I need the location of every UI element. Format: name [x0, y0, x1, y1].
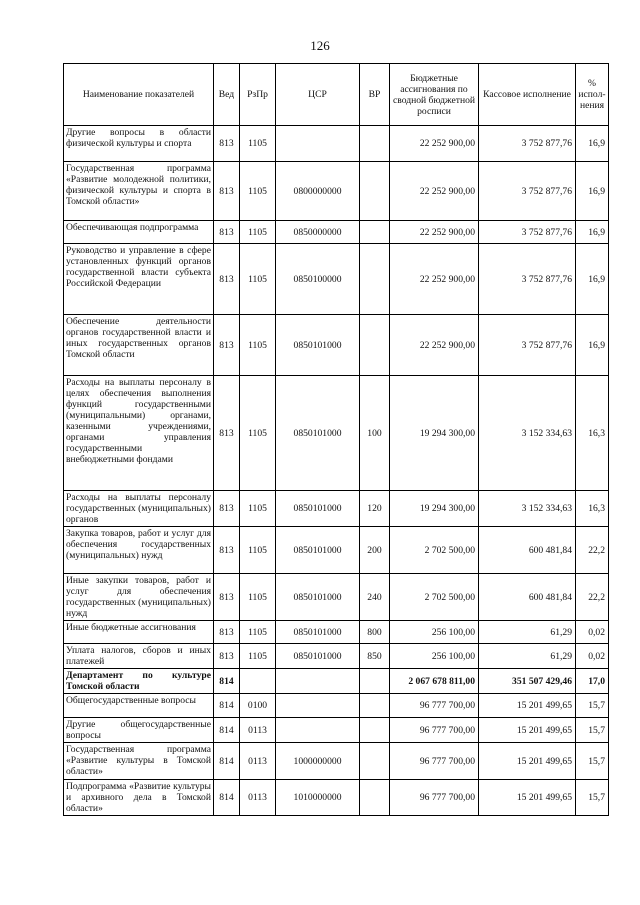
cell-cash: 3 752 877,76: [479, 221, 576, 244]
cell-pct: 16,9: [576, 126, 609, 162]
cell-budget: 22 252 900,00: [390, 244, 479, 315]
cell-budget: 2 702 500,00: [390, 574, 479, 621]
cell-vr: 800: [360, 621, 390, 644]
cell-name: Общегосударственные вопросы: [64, 694, 214, 718]
cell-cash: 3 152 334,63: [479, 376, 576, 491]
cell-pct: 15,7: [576, 743, 609, 780]
cell-budget: 19 294 300,00: [390, 491, 479, 527]
cell-budget: 256 100,00: [390, 621, 479, 644]
cell-budget: 22 252 900,00: [390, 315, 479, 376]
table-row: [64, 694, 609, 718]
cell-ved: 813: [214, 315, 240, 376]
cell-csr: [276, 669, 360, 694]
cell-cash: 3 752 877,76: [479, 162, 576, 221]
cell-pct: 16,9: [576, 221, 609, 244]
cell-csr: [276, 694, 360, 718]
cell-rzpr: 1105: [240, 244, 276, 315]
cell-pct: 16,9: [576, 244, 609, 315]
cell-rzpr: 0113: [240, 743, 276, 780]
table-row: [64, 162, 609, 221]
table-row: [64, 574, 609, 621]
cell-rzpr: [240, 669, 276, 694]
cell-name: Обеспечение деятельности органов государственной власти и иных государственных органов Томской области: [64, 315, 214, 376]
header-ved: Вед: [214, 64, 240, 126]
cell-csr: [276, 718, 360, 743]
cell-ved: 814: [214, 669, 240, 694]
table-row: [64, 743, 609, 780]
header-budget: Бюджетные ассигнования по сводной бюджетной росписи: [390, 64, 479, 126]
cell-csr: 0850101000: [276, 491, 360, 527]
table-row: [64, 244, 609, 315]
cell-pct: 16,3: [576, 491, 609, 527]
cell-vr: [360, 244, 390, 315]
cell-vr: [360, 315, 390, 376]
cell-pct: 15,7: [576, 694, 609, 718]
page-number: 126: [310, 38, 330, 53]
cell-rzpr: 1105: [240, 621, 276, 644]
cell-csr: 0850101000: [276, 621, 360, 644]
cell-name: Обеспечивающая подпрограмма: [64, 221, 214, 244]
cell-ved: 814: [214, 743, 240, 780]
cell-rzpr: 0100: [240, 694, 276, 718]
cell-pct: 17,0: [576, 669, 609, 694]
cell-ved: 813: [214, 244, 240, 315]
budget-execution-table: [63, 63, 609, 816]
cell-pct: 16,9: [576, 162, 609, 221]
cell-cash: 3 752 877,76: [479, 315, 576, 376]
cell-ved: 813: [214, 376, 240, 491]
cell-rzpr: 1105: [240, 315, 276, 376]
cell-budget: 96 777 700,00: [390, 718, 479, 743]
cell-pct: 15,7: [576, 780, 609, 816]
table-row: [64, 780, 609, 816]
cell-name: Иные бюджетные ассигнования: [64, 621, 214, 644]
cell-pct: 15,7: [576, 718, 609, 743]
table-row: [64, 315, 609, 376]
cell-name: Руководство и управление в сфере установленных функций органов государственной власти субъекта Российской Федерации: [64, 244, 214, 315]
cell-vr: 850: [360, 644, 390, 669]
cell-vr: 200: [360, 527, 390, 574]
cell-budget: 2 067 678 811,00: [390, 669, 479, 694]
cell-ved: 813: [214, 126, 240, 162]
cell-vr: [360, 669, 390, 694]
cell-vr: 240: [360, 574, 390, 621]
cell-pct: 0,02: [576, 621, 609, 644]
cell-name: Уплата налогов, сборов и иных платежей: [64, 644, 214, 669]
cell-pct: 22,2: [576, 574, 609, 621]
table-row: [64, 221, 609, 244]
cell-name: Департамент по культуре Томской области: [64, 669, 214, 694]
cell-cash: 15 201 499,65: [479, 718, 576, 743]
cell-cash: 600 481,84: [479, 527, 576, 574]
cell-vr: 100: [360, 376, 390, 491]
cell-rzpr: 1105: [240, 527, 276, 574]
cell-rzpr: 1105: [240, 574, 276, 621]
cell-vr: [360, 694, 390, 718]
cell-csr: 0850101000: [276, 574, 360, 621]
header-vr: ВР: [360, 64, 390, 126]
cell-cash: 61,29: [479, 621, 576, 644]
table-row: [64, 527, 609, 574]
cell-name: Расходы на выплаты персоналу государственных (муниципальных) органов: [64, 491, 214, 527]
cell-cash: 61,29: [479, 644, 576, 669]
cell-budget: 19 294 300,00: [390, 376, 479, 491]
cell-vr: [360, 221, 390, 244]
cell-csr: 0850101000: [276, 527, 360, 574]
cell-cash: 15 201 499,65: [479, 743, 576, 780]
cell-ved: 813: [214, 621, 240, 644]
cell-csr: 0800000000: [276, 162, 360, 221]
table-row: [64, 718, 609, 743]
cell-pct: 16,9: [576, 315, 609, 376]
table-row: [64, 621, 609, 644]
cell-ved: 813: [214, 527, 240, 574]
cell-name: Другие вопросы в области физической культуры и спорта: [64, 126, 214, 162]
cell-ved: 813: [214, 162, 240, 221]
cell-ved: 813: [214, 221, 240, 244]
cell-budget: 22 252 900,00: [390, 162, 479, 221]
cell-budget: 96 777 700,00: [390, 694, 479, 718]
cell-budget: 22 252 900,00: [390, 126, 479, 162]
cell-ved: 814: [214, 718, 240, 743]
cell-vr: [360, 780, 390, 816]
cell-rzpr: 1105: [240, 491, 276, 527]
cell-budget: 96 777 700,00: [390, 780, 479, 816]
cell-cash: 3 152 334,63: [479, 491, 576, 527]
cell-pct: 16,3: [576, 376, 609, 491]
cell-csr: 0850101000: [276, 376, 360, 491]
cell-budget: 2 702 500,00: [390, 527, 479, 574]
cell-rzpr: 1105: [240, 126, 276, 162]
cell-csr: 0850000000: [276, 221, 360, 244]
header-name: Наименование показателей: [64, 64, 214, 126]
table-header-row: [64, 64, 609, 126]
cell-vr: 120: [360, 491, 390, 527]
cell-cash: 3 752 877,76: [479, 244, 576, 315]
cell-csr: 0850100000: [276, 244, 360, 315]
cell-rzpr: 1105: [240, 162, 276, 221]
cell-cash: 351 507 429,46: [479, 669, 576, 694]
cell-name: Государственная программа «Развитие культуры в Томской области»: [64, 743, 214, 780]
cell-pct: 0,02: [576, 644, 609, 669]
cell-csr: 1000000000: [276, 743, 360, 780]
cell-pct: 22,2: [576, 527, 609, 574]
cell-vr: [360, 743, 390, 780]
cell-ved: 813: [214, 491, 240, 527]
cell-rzpr: 0113: [240, 718, 276, 743]
cell-csr: [276, 126, 360, 162]
cell-rzpr: 1105: [240, 644, 276, 669]
cell-vr: [360, 162, 390, 221]
table-row: [64, 376, 609, 491]
cell-rzpr: 0113: [240, 780, 276, 816]
cell-rzpr: 1105: [240, 376, 276, 491]
cell-budget: 256 100,00: [390, 644, 479, 669]
cell-ved: 813: [214, 574, 240, 621]
table-row: [64, 644, 609, 669]
cell-name: Расходы на выплаты персоналу в целях обеспечения выполнения функций государственными (муниципальными) органами, казенными учреждениями, органами управления государственными внебюджетными фондами: [64, 376, 214, 491]
cell-name: Другие общегосударственные вопросы: [64, 718, 214, 743]
cell-cash: 15 201 499,65: [479, 694, 576, 718]
cell-name: Государственная программа «Развитие молодежной политики, физической культуры и спорта в Томской области»: [64, 162, 214, 221]
cell-csr: 1010000000: [276, 780, 360, 816]
cell-cash: 600 481,84: [479, 574, 576, 621]
table-row: [64, 491, 609, 527]
cell-cash: 3 752 877,76: [479, 126, 576, 162]
cell-vr: [360, 718, 390, 743]
cell-rzpr: 1105: [240, 221, 276, 244]
cell-name: Подпрограмма «Развитие культуры и архивного дела в Томской области»: [64, 780, 214, 816]
cell-csr: 0850101000: [276, 315, 360, 376]
header-pct: % испол-нения: [576, 64, 609, 126]
cell-ved: 814: [214, 780, 240, 816]
table-row: [64, 669, 609, 694]
cell-ved: 814: [214, 694, 240, 718]
cell-budget: 22 252 900,00: [390, 221, 479, 244]
header-rzpr: РзПр: [240, 64, 276, 126]
cell-budget: 96 777 700,00: [390, 743, 479, 780]
cell-vr: [360, 126, 390, 162]
header-csr: ЦСР: [276, 64, 360, 126]
table-row: [64, 126, 609, 162]
cell-csr: 0850101000: [276, 644, 360, 669]
cell-name: Закупка товаров, работ и услуг для обеспечения государственных (муниципальных) нужд: [64, 527, 214, 574]
header-cash: Кассовое исполнение: [479, 64, 576, 126]
cell-cash: 15 201 499,65: [479, 780, 576, 816]
cell-ved: 813: [214, 644, 240, 669]
cell-name: Иные закупки товаров, работ и услуг для обеспечения государственных (муниципальных) нужд: [64, 574, 214, 621]
